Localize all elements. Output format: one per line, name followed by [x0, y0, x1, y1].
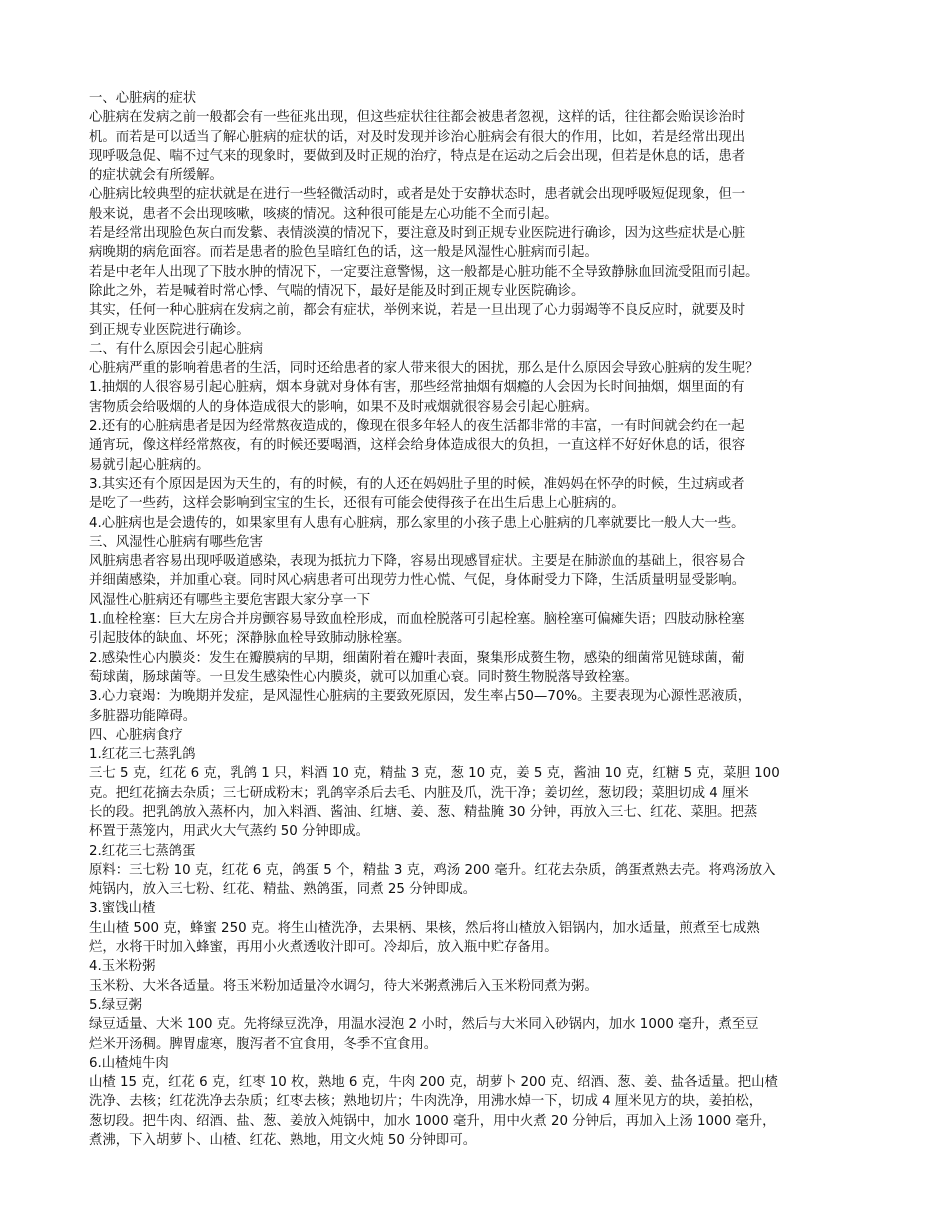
text-line: 1.血栓栓塞：巨大左房合并房颤容易导致血栓形成，而血栓脱落可引起栓塞。脑栓塞可偏瘫失语；四肢动脉栓塞 [89, 612, 745, 628]
text-line: 易就引起心脏病的。 [89, 457, 210, 473]
text-line: 1.抽烟的人很容易引起心脏病，烟本身就对身体有害，那些经常抽烟有烟瘾的人会因为长时间抽烟，烟里面的有 [89, 380, 745, 396]
text-line: 风湿性心脏病还有哪些主要危害跟大家分享一下 [89, 592, 371, 608]
text-line: 其实，任何一种心脏病在发病之前，都会有症状，举例来说，若是一旦出现了心力弱竭等不良反应时，就要及时 [89, 303, 746, 319]
text-line: 玉米粉、大米各适量。将玉米粉加适量冷水调匀，待大米粥煮沸后入玉米粉同煮为粥。 [89, 978, 598, 994]
text-line: 通宵玩，像这样经常熬夜，有的时候还要喝酒，这样会给身体造成很大的负担，一直这样不好好休息的话，很容 [89, 438, 746, 454]
text-line: 2.红花三七蒸鸽蛋 [89, 843, 196, 859]
text-line: 萄球菌，肠球菌等。一旦发生感染性心内膜炎，就可以加重心衰。同时赘生物脱落导致栓塞。 [89, 669, 639, 685]
text-line: 若是中老年人出现了下肢水肿的情况下，一定要注意警惕，这一般都是心脏功能不全导致静脉血回流受阻而引起。 [89, 264, 759, 280]
text-line: 除此之外，若是喊着时常心悸、气喘的情况下，最好是能及时到正规专业医院确诊。 [89, 283, 585, 299]
text-line: 3.其实还有个原因是因为天生的，有的时候，有的人还在妈妈肚子里的时候，准妈妈在怀孕的时候，生过病或者 [89, 476, 745, 492]
text-line: 克。把红花摘去杂质；三七研成粉末；乳鸽宰杀后去毛、内脏及爪，洗干净；姜切丝，葱切段；菜胆切成 4 厘米 [89, 785, 749, 801]
section-heading: 三、风湿性心脏病有哪些危害 [89, 534, 264, 550]
section-heading: 一、心脏病的症状 [89, 91, 197, 106]
text-line: 病晚期的病危面容。而若是患者的脸色呈暗红色的话，这一般是风湿性心脏病而引起。 [89, 245, 598, 261]
text-line: 三七 5 克，红花 6 克，乳鸽 1 只，料酒 10 克，精盐 3 克，葱 10 克，姜 5 克，酱油 10 克，红糖 5 克，菜胆 100 [89, 766, 780, 782]
text-line: 原料：三七粉 10 克，红花 6 克，鸽蛋 5 个，精盐 3 克，鸡汤 200 毫升。红花去杂质，鸽蛋煮熟去壳。将鸡汤放入 [89, 862, 776, 878]
text-line: 心脏病严重的影响着患者的生活，同时还给患者的家人带来很大的困扰，那么是什么原因会导致心脏病的发生呢？ [89, 361, 759, 377]
text-line: 2.感染性心内膜炎：发生在瓣膜病的早期，细菌附着在瓣叶表面，聚集形成赘生物，感染的细菌常见链球菌，葡 [89, 650, 745, 666]
text-line: 5.绿豆粥 [89, 997, 142, 1013]
text-line: 现呼吸急促、喘不过气来的现象时，要做到及时正规的治疗，特点是在运动之后会出现，但若是休息的话，患者 [89, 148, 746, 164]
text-line: 4.玉米粉粥 [89, 959, 156, 975]
text-line: 绿豆适量、大米 100 克。先将绿豆洗净，用温水浸泡 2 小时，然后与大米同入砂锅内，加水 1000 毫升，煮至豆 [89, 1017, 759, 1033]
text-line: 山楂 15 克，红花 6 克，红枣 10 枚，熟地 6 克，牛肉 200 克，胡萝卜 200 克、绍酒、葱、姜、盐各适量。把山楂 [89, 1075, 778, 1091]
text-line: 烂，水将干时加入蜂蜜，再用小火煮透收汁即可。冷却后，放入瓶中贮存备用。 [89, 940, 558, 956]
section-heading: 四、心脏病食疗 [89, 727, 183, 743]
text-line: 4.心脏病也是会遗传的，如果家里有人患有心脏病，那么家里的小孩子患上心脏病的几率就要比一般人大一些。 [89, 515, 745, 531]
text-line: 1.红花三七蒸乳鸽 [89, 747, 196, 763]
text-line: 葱切段。把牛肉、绍酒、盐、葱、姜放入炖锅中，加水 1000 毫升，用中火煮 20 分钟后，再加入上汤 1000 毫升， [89, 1113, 776, 1129]
text-line: 洗净、去核；红花洗净去杂质；红枣去核；熟地切片；牛肉洗净，用沸水焯一下，切成 4 厘米见方的块，姜拍松， [89, 1094, 763, 1110]
text-line: 的症状就会有所缓解。 [89, 168, 223, 184]
text-line: 心脏病在发病之前一般都会有一些征兆出现，但这些症状往往都会被患者忽视，这样的话，往往都会贻误诊治时 [89, 110, 746, 126]
text-line: 心脏病比较典型的症状就是在进行一些轻微活动时，或者是处于安静状态时，患者就会出现呼吸短促现象，但一 [89, 187, 746, 203]
text-line: 若是经常出现脸色灰白而发紫、表情淡漠的情况下，要注意及时到正规专业医院进行确诊，因为这些症状是心脏 [89, 226, 746, 242]
text-line: 多脏器功能障碍。 [89, 708, 197, 724]
text-line: 到正规专业医院进行确诊。 [89, 322, 250, 338]
text-line: 引起肢体的缺血、坏死；深静脉血栓导致肺动脉栓塞。 [89, 631, 411, 647]
text-line: 煮沸，下入胡萝卜、山楂、红花、熟地，用文火炖 50 分钟即可。 [89, 1133, 477, 1149]
text-line: 3.心力衰竭：为晚期并发症，是风湿性心脏病的主要致死原因，发生率占50—70%。主要表现为心源性恶液质， [89, 689, 752, 705]
document-body [89, 89, 863, 1150]
text-line: 是吃了一些药，这样会影响到宝宝的生长，还很有可能会使得孩子在出生后患上心脏病的。 [89, 496, 625, 512]
text-line: 害物质会给吸烟的人的身体造成很大的影响，如果不及时戒烟就很容易会引起心脏病。 [89, 399, 598, 415]
text-line: 2.还有的心脏病患者是因为经常熬夜造成的，像现在很多年轻人的夜生活都非常的丰富，一有时间就会约在一起 [89, 419, 745, 435]
text-line: 长的段。把乳鸽放入蒸杯内，加入料酒、酱油、红塘、姜、葱、精盐腌 30 分钟，再放入三七、红花、菜胆。把蒸 [89, 804, 758, 820]
section-heading: 二、有什么原因会引起心脏病 [89, 341, 264, 357]
text-line: 6.山楂炖牛肉 [89, 1055, 169, 1071]
text-line: 风脏病患者容易出现呼吸道感染，表现为抵抗力下降，容易出现感冒症状。主要是在肺淤血的基础上，很容易合 [89, 554, 746, 570]
text-line: 炖锅内，放入三七粉、红花、精盐、熟鸽蛋，同煮 25 分钟即成。 [89, 882, 477, 898]
text-line: 生山楂 500 克，蜂蜜 250 克。将生山楂洗净，去果柄、果核，然后将山楂放入铝锅内，加水适量，煎煮至七成熟 [89, 920, 760, 936]
text-line: 杯置于蒸笼内，用武火大气蒸约 50 分钟即成。 [89, 824, 369, 840]
text-line: 烂米开汤稠。脾胃虚寒，腹泻者不宜食用，冬季不宜食用。 [89, 1036, 438, 1052]
text-line: 3.蜜饯山楂 [89, 901, 156, 917]
text-line: 般来说，患者不会出现咳嗽，咳痰的情况。这种很可能是左心功能不全而引起。 [89, 206, 558, 222]
text-line: 机。而若是可以适当了解心脏病的症状的话，对及时发现并诊治心脏病会有很大的作用，比如，若是经常出现出 [89, 129, 746, 145]
text-line: 并细菌感染，并加重心衰。同时风心病患者可出现劳力性心慌、气促，身体耐受力下降，生活质量明显受影响。 [89, 573, 746, 589]
